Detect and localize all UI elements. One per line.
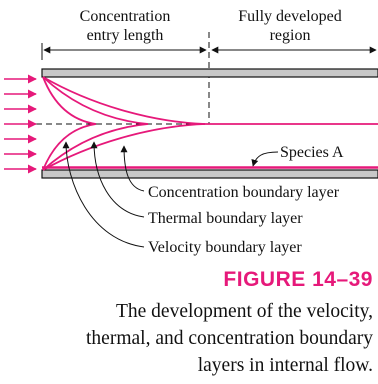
velocity-bl-leader [66, 142, 144, 247]
thermal-bl-label: Thermal boundary layer [148, 210, 303, 227]
caption-line1: The development of the velocity, [115, 301, 373, 322]
concentration-bl-label: Concentration boundary layer [148, 184, 340, 201]
entry-length-label-line2: entry length [86, 27, 164, 44]
caption-line3: layers in internal flow. [197, 355, 373, 376]
figure-number: FIGURE 14–39 [223, 268, 373, 291]
species-a-leader [253, 152, 278, 166]
developed-region-label-line1: Fully developed [238, 8, 342, 25]
developed-region-label-line2: region [269, 27, 311, 44]
inlet-flow-arrows [4, 79, 36, 169]
lower-pipe-wall [42, 170, 378, 178]
concentration-boundary-layer-upper [43, 77, 205, 124]
entry-length-label-line1: Concentration [79, 8, 171, 25]
velocity-bl-label: Velocity boundary layer [148, 239, 302, 256]
caption-line2: thermal, and concentration boundary [86, 328, 373, 349]
upper-pipe-wall [42, 69, 378, 77]
species-a-label: Species A [280, 144, 344, 161]
thermal-bl-leader [94, 142, 144, 217]
